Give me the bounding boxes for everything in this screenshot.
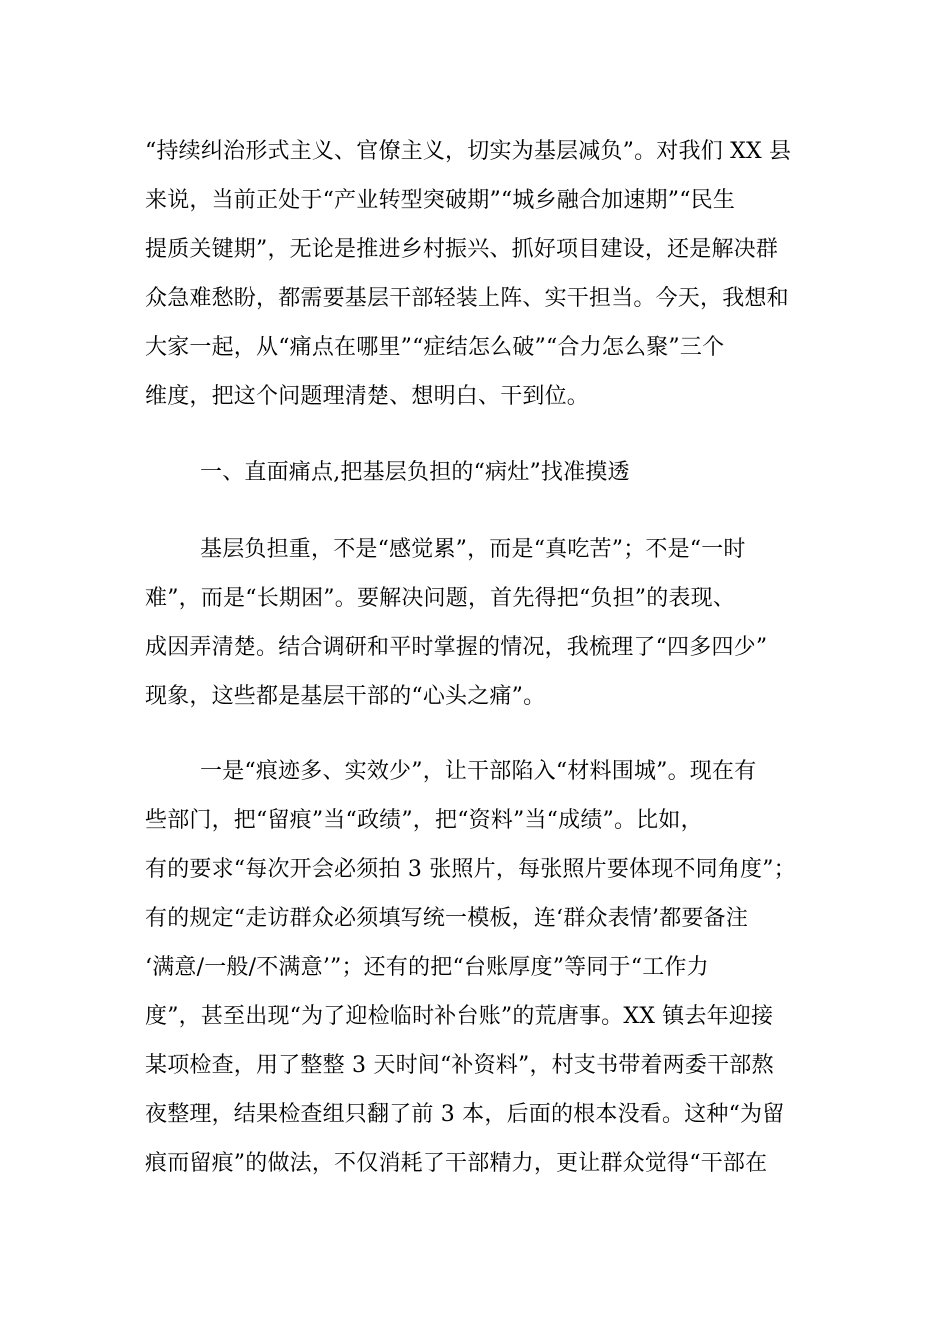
text-line: 大家一起，从“痛点在哪里”“症结怎么破”“合力怎么聚”三个	[145, 335, 725, 360]
text-line: 有的要求“每次开会必须拍 3 张照片，每张照片要体现不同角度”；	[145, 857, 796, 882]
text-line: 成因弄清楚。结合调研和平时掌握的情况，我梳理了“四多四少”	[145, 635, 768, 660]
section-heading: 一、直面痛点,把基层负担的“病灶”找准摸透	[200, 460, 630, 485]
text-line: 有的规定“走访群众必须填写统一模板，连‘群众表情’都要备注	[145, 906, 749, 931]
text-line: 维度，把这个问题理清楚、想明白、干到位。	[145, 384, 590, 409]
text-line: 某项检查，用了整整 3 天时间“补资料”，村支书带着两委干部熬	[145, 1053, 774, 1078]
text-line: 夜整理，结果检查组只翻了前 3 本，后面的根本没看。这种“为留	[145, 1102, 785, 1127]
text-line: 基层负担重，不是“感觉累”，而是“真吃苦”；不是“一时	[200, 537, 746, 562]
text-line: 来说，当前正处于“产业转型突破期”“城乡融合加速期”“民生	[145, 188, 736, 213]
text-line: 些部门，把“留痕”当“政绩”，把“资料”当“成绩”。比如，	[145, 808, 703, 833]
text-line: 一是“痕迹多、实效少”，让干部陷入“材料围城”。现在有	[200, 759, 757, 784]
text-line: 现象，这些都是基层干部的“心头之痛”。	[145, 684, 546, 709]
text-line: 提质关键期”，无论是推进乡村振兴、抓好项目建设，还是解决群	[145, 237, 779, 262]
text-line: “持续纠治形式主义、官僚主义，切实为基层减负”。对我们 XX 县	[145, 139, 792, 164]
text-line: 度”，甚至出现“为了迎检临时补台账”的荒唐事。XX 镇去年迎接	[145, 1004, 774, 1029]
text-line: ‘满意/一般/不满意’”；还有的把“台账厚度”等同于“工作力	[145, 955, 709, 980]
text-line: 痕而留痕”的做法，不仅消耗了干部精力，更让群众觉得“干部在	[145, 1151, 768, 1176]
text-line: 众急难愁盼，都需要基层干部轻装上阵、实干担当。今天，我想和	[145, 286, 789, 311]
text-line: 难”，而是“长期困”。要解决问题，首先得把“负担”的表现、	[145, 586, 736, 611]
